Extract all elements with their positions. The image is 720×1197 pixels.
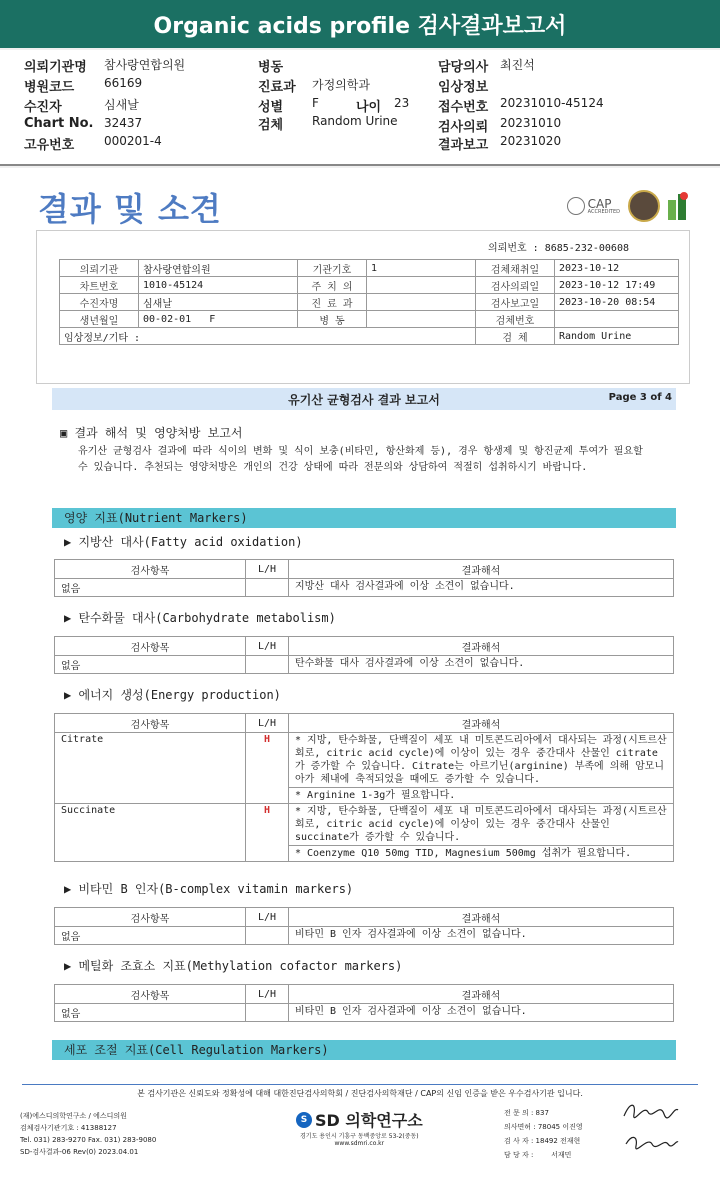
info-value: 20231010-45124 <box>500 96 604 110</box>
info-label: 병원코드 <box>24 80 75 95</box>
cap-sub: ACCREDITED <box>587 208 620 215</box>
info-value: 20231010 <box>500 116 562 130</box>
table-row: 없음 탄수화물 대사 검사결과에 이상 소견이 없습니다. <box>55 656 674 674</box>
table-row: 없음 비타민 B 인자 검사결과에 이상 소견이 없습니다. <box>55 1004 674 1022</box>
info-label: 임상정보 <box>438 80 489 95</box>
report-bar <box>52 388 676 410</box>
info-value: F <box>312 96 319 110</box>
page-number: Page 3 of 4 <box>608 392 672 403</box>
info-label: 나이 <box>356 100 382 115</box>
info-value: 23 <box>394 96 410 110</box>
table-header-row: 검사항목 L/H 결과해석 <box>55 714 674 733</box>
table-row: 없음 지방산 대사 검사결과에 이상 소견이 없습니다. <box>55 579 674 597</box>
section-title: ▶ 메틸화 조효소 지표(Methylation cofactor markers) <box>64 959 403 973</box>
info-value: 32437 <box>104 116 143 130</box>
info-label: 진료과 <box>258 80 296 95</box>
interpretation-title: ▣ 결과 해석 및 영양처방 보고서 <box>60 426 243 440</box>
info-value: 가정의학과 <box>312 78 370 92</box>
info-value: 000201-4 <box>104 134 162 148</box>
table-header-row: 검사항목 L/H 결과해석 <box>55 985 674 1004</box>
result-table <box>54 636 674 674</box>
footer-divider <box>22 1084 698 1085</box>
lt-logo-icon <box>668 192 692 220</box>
info-label: 병동 <box>258 60 284 75</box>
footer-website: www.sdmri.co.kr <box>334 1140 385 1147</box>
patient-info <box>0 50 720 166</box>
info-value: 심새날 <box>104 98 139 112</box>
accreditation-logos <box>567 190 692 222</box>
patient-header-table <box>59 259 679 345</box>
signature-icon <box>620 1100 680 1122</box>
info-label: 결과보고 <box>438 138 489 153</box>
result-table <box>54 713 674 862</box>
table-row: 없음 비타민 B 인자 검사결과에 이상 소견이 없습니다. <box>55 927 674 945</box>
cap-logo <box>567 197 620 215</box>
cap-text: CAP <box>587 196 612 211</box>
report-title: Organic acids profile 검사결과보고서 <box>0 0 720 48</box>
sd-logo: S SD 의학연구소 <box>296 1108 423 1131</box>
report-page <box>0 168 720 1197</box>
info-label: Chart No. <box>24 116 94 131</box>
info-value: 66169 <box>104 76 143 90</box>
info-label: 검체 <box>258 118 284 133</box>
section-title: ▶ 지방산 대사(Fatty acid oxidation) <box>64 535 303 549</box>
table-row: Citrate H * 지방, 탄수화물, 단백질이 세포 내 미토콘드리아에서 대사되는 과정(시트르산 회로, citric acid cycle)에 이상이 있는 경우 중간대사 산물인 citrate가 증가할 수 있습니다. Citrate는 아르기닌(arginine) 부족에 의해 암모니아가 체내에 축적되었을 때에도 증가할 수 있습니다. <box>55 733 674 788</box>
result-table <box>54 984 674 1022</box>
info-label: 수진자 <box>24 100 62 115</box>
info-label: 담당의사 <box>438 60 489 75</box>
result-table <box>54 559 674 597</box>
footer-signers: 전 문 의 : 837 의사면허 : 78045 이진영 검 사 자 : 18492 전재현 담 당 자 : 서재민 <box>504 1109 583 1159</box>
table-row: 수진자명 심새날 진 료 과 검사보고일 2023-10-20 08:54 <box>60 294 679 311</box>
info-value: 20231020 <box>500 134 562 148</box>
patient-header-box <box>36 230 690 384</box>
table-row: * Coenzyme Q10 50mg TID, Magnesium 500mg 섭취가 필요합니다. <box>55 846 674 862</box>
info-label: 접수번호 <box>438 100 489 115</box>
info-value: 최진석 <box>500 58 535 72</box>
section-title: ▶ 비타민 B 인자(B-complex vitamin markers) <box>64 882 354 896</box>
footer-note: 본 검사기관은 신뢰도와 정확성에 대해 대한진단검사의학회 / 진단검사의학재단 / CAP의 신임 인증을 받은 우수검사기관 입니다. <box>137 1089 583 1098</box>
section-title: ▶ 에너지 생성(Energy production) <box>64 688 281 702</box>
table-header-row: 검사항목 L/H 결과해석 <box>55 908 674 927</box>
interpretation-text: 유기산 균형검사 결과에 따라 식이의 변화 및 식이 보충(비타민, 항산화제 등), 경우 항생제 및 항진균제 투여가 필요할 수 있습니다. 추천되는 영양처방은 개인의 건강 상태에 따라 전문의와 상담하여 적절히 섭취하시기 바랍니다. <box>78 446 643 473</box>
report-bar-title: 유기산 균형검사 결과 보고서 <box>288 393 440 407</box>
cap-icon <box>567 197 585 215</box>
footer-org <box>296 1108 423 1147</box>
info-label: 고유번호 <box>24 138 75 153</box>
request-number: 의뢰번호 : 8685-232-00608 <box>488 243 629 254</box>
table-header-row: 검사항목 L/H 결과해석 <box>55 560 674 579</box>
info-value: 참사랑연합의원 <box>104 58 186 72</box>
table-row: 임상정보/기타 : 검 체 Random Urine <box>60 328 679 345</box>
info-value: Random Urine <box>312 114 398 128</box>
table-row: 차트번호 1010-45124 주 치 의 검사의뢰일 2023-10-12 17:49 <box>60 277 679 294</box>
table-row: * Arginine 1-3g가 필요합니다. <box>55 788 674 804</box>
table-row: 생년월일 00-02-01 F 병 동 검체번호 <box>60 311 679 328</box>
signature-icon <box>620 1130 680 1152</box>
info-label: 성별 <box>258 100 284 115</box>
result-table <box>54 907 674 945</box>
footer-contact: (재)에스디의학연구소 / 에스디의원 검체검사기관기호 : 41388127 Tel. 031) 283-9270 Fax. 031) 283-9080 SD-검사결과-06 Rev(0) 2023.04.01 <box>20 1112 157 1156</box>
category-bar: 세포 조절 지표(Cell Regulation Markers) <box>52 1040 676 1060</box>
section-title: ▶ 탄수화물 대사(Carbohydrate metabolism) <box>64 611 336 625</box>
table-row: Succinate H * 지방, 탄수화물, 단백질이 세포 내 미토콘드리아에서 대사되는 과정(시트르산 회로, citric acid cycle)에 이상이 있는 경우 중간대사 산물인 succinate가 증가할 수 있습니다. <box>55 804 674 846</box>
footer-address: 경기도 용인시 기흥구 동백중앙로 53-2(중동) <box>299 1133 419 1140</box>
info-label: 의뢰기관명 <box>24 60 87 75</box>
seal-icon <box>628 190 660 222</box>
sd-logo-icon: S <box>296 1112 312 1128</box>
table-header-row: 검사항목 L/H 결과해석 <box>55 637 674 656</box>
results-title: 결과 및 소견 <box>38 190 222 228</box>
category-bar: 영양 지표(Nutrient Markers) <box>52 508 676 528</box>
table-row: 의뢰기관 참사랑연합의원 기관기호 1 검체채취일 2023-10-12 <box>60 260 679 277</box>
info-label: 검사의뢰 <box>438 120 489 135</box>
